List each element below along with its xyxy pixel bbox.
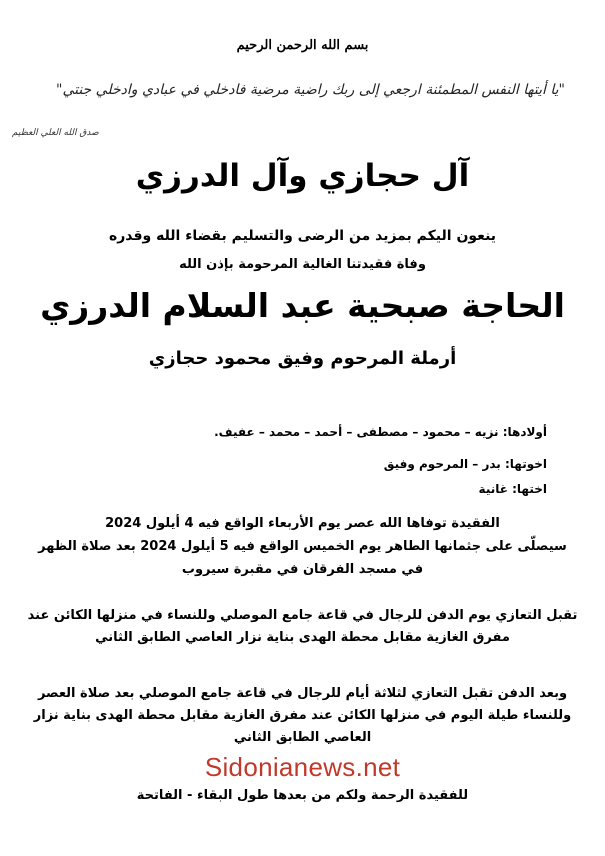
mourning-line-1: ينعون اليكم بمزيد من الرضى والتسليم بقضاء الله وقدره (108, 228, 497, 244)
deceased-relation: أرملة المرحوم وفيق محمود حجازي (148, 348, 457, 369)
death-notice (0, 512, 605, 581)
watermark: Sidonianews.net (204, 752, 401, 782)
family-title: آل حجازي وآل الدرزي (135, 158, 470, 194)
brothers-list: اخوتها: بدر – المرحوم وفيق (383, 457, 547, 471)
closing-line: للفقيدة الرحمة ولكم من بعدها طول البقاء - الفاتحة (136, 788, 469, 803)
death-notice-line-1: الفقيدة توفاها الله عصر يوم الأربعاء الواقع فيه 4 أيلول 2024 (105, 516, 500, 531)
basmala: بسم الله الرحمن الرحيم (236, 38, 369, 53)
condolences-second: وبعد الدفن تقبل التعازي لثلاثة أيام للرجال في قاعة جامع الموصلي بعد صلاة العصر وللنساء طيلة اليوم في منزلها الكائن عند مفرق الغازية مقابل محطة الهدى بناية نزار العاصي الطابق الثاني (33, 686, 572, 745)
mourning-line-2: وفاة فقيدتنا الغالية المرحومة بإذن الله (179, 257, 426, 272)
sister-list: اختها: غانية (478, 482, 547, 496)
sadaq-allah: صدق الله العلي العظيم (12, 128, 99, 138)
sons-list: أولادها: نزيه – محمود – مصطفى – أحمد – محمد – عفيف. (214, 425, 547, 439)
death-notice-line-3: في مسجد الفرقان في مقبرة سيروب (181, 562, 424, 577)
condolences-first: تقبل التعازي يوم الدفن للرجال في قاعة جامع الموصلي وللنساء في منزلها الكائن عند مفرق الغازية مقابل محطة الهدى بناية نزار العاصي الطابق الثاني (27, 608, 578, 645)
death-notice-line-2: سيصلّى على جثمانها الطاهر يوم الخميس الواقع فيه 5 أيلول 2024 بعد صلاة الظهر (38, 539, 567, 554)
deceased-name: الحاجة صبحية عبد السلام الدرزي (40, 286, 565, 325)
quran-verse: "يا أيتها النفس المطمئنة ارجعي إلى ربك راضية مرضية فادخلي في عبادي وادخلي جنتي" (56, 82, 565, 98)
